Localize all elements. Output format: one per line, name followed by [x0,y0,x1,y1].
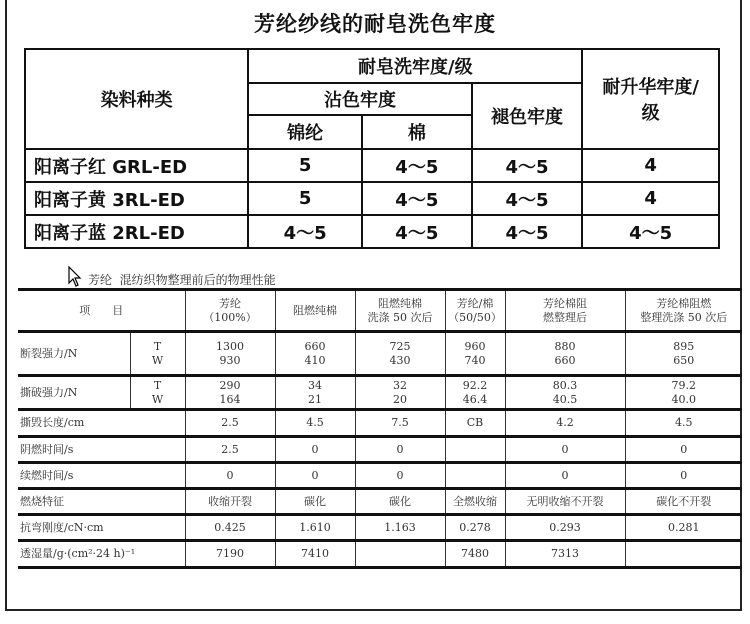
table-row [18,376,742,410]
table1-title: 芳纶纱线的耐皂洗色牢度 [254,12,496,36]
cell-value: 全燃收缩 [445,489,505,515]
cotton-value: 4～5 [362,215,472,248]
cell-value: 92.2 46.4 [445,376,505,410]
table-row [25,149,719,182]
cell-value: 0 [505,463,625,489]
cell-value: 1.163 [355,515,445,541]
cell-value [445,463,505,489]
header-row [18,290,742,332]
fading-value: 4～5 [472,182,583,215]
row-label: 撕破强力/N [18,376,130,410]
table-row [25,182,719,215]
cell-value: 0 [505,437,625,463]
cell-value: 0 [355,437,445,463]
column-header: 芳纶棉阻 燃整理后 [505,290,625,332]
cell-value: 32 20 [355,376,445,410]
cell-value: 0 [355,463,445,489]
dye-name: 阳离子蓝 2RL-ED [25,215,248,248]
row-label: 燃烧特征 [18,489,185,515]
cell-value: 碳化 [355,489,445,515]
fading-value: 4～5 [472,149,583,182]
physical-properties-table [18,288,742,569]
table-row [18,489,742,515]
table-row [18,410,742,437]
dye-name: 阳离子红 GRL-ED [25,149,248,182]
cell-value: CB [445,410,505,437]
column-header: 芳纶 （100%） [185,290,275,332]
cell-value: 7480 [445,541,505,568]
table-row [18,332,742,376]
cell-value: 0.278 [445,515,505,541]
cell-value: 7.5 [355,410,445,437]
cell-value: 895 650 [625,332,742,376]
row-label: 续燃时间/s [18,463,185,489]
cell-value: 4.5 [625,410,742,437]
cotton-value: 4～5 [362,149,472,182]
column-header: 芳纶/棉 （50/50） [445,290,505,332]
cotton-value: 4～5 [362,182,472,215]
cell-value: 0 [275,437,355,463]
cell-value: 0.281 [625,515,742,541]
cell-value: 7190 [185,541,275,568]
nylon-value: 5 [248,149,362,182]
header-nylon: 锦纶 [248,115,362,149]
fading-value: 4～5 [472,215,583,248]
table-row [25,215,719,248]
cell-value: 960 740 [445,332,505,376]
cell-value: 79.2 40.0 [625,376,742,410]
cell-value: 290 164 [185,376,275,410]
dye-name: 阳离子黄 3RL-ED [25,182,248,215]
sublimation-value: 4 [582,149,719,182]
cell-value: 碳化 [275,489,355,515]
table-row [18,437,742,463]
column-header: 项 目 [18,290,185,332]
cell-value: 碳化不开裂 [625,489,742,515]
mouse-cursor-icon [68,266,82,288]
cell-value: 0 [185,463,275,489]
direction-label: T W [130,376,185,410]
header-soap-wash: 耐皂洗牢度/级 [248,49,582,83]
cell-value: 1.610 [275,515,355,541]
row-label: 透湿量/g·(cm²·24 h)⁻¹ [18,541,185,568]
row-label: 抗弯刚度/cN·cm [18,515,185,541]
cell-value [445,437,505,463]
cell-value: 2.5 [185,410,275,437]
cell-value: 0 [625,437,742,463]
cell-value [625,541,742,568]
header-sublimation: 耐升华牢度/级 [582,49,719,149]
cell-value: 4.2 [505,410,625,437]
table-row [18,541,742,568]
cell-value: 2.5 [185,437,275,463]
sublimation-value: 4 [582,182,719,215]
table-row [18,463,742,489]
cell-value: 725 430 [355,332,445,376]
sublimation-value: 4～5 [582,215,719,248]
direction-label: T W [130,332,185,376]
cell-value: 7313 [505,541,625,568]
header-cotton: 棉 [362,115,472,149]
nylon-value: 4～5 [248,215,362,248]
cell-value: 7410 [275,541,355,568]
cell-value: 0.293 [505,515,625,541]
row-label: 断裂强力/N [18,332,130,376]
cell-value: 34 21 [275,376,355,410]
nylon-value: 5 [248,182,362,215]
cell-value [355,541,445,568]
cell-value: 4.5 [275,410,355,437]
cell-value: 80.3 40.5 [505,376,625,410]
cell-value: 0.425 [185,515,275,541]
wash-fastness-table [24,48,720,249]
table2-title: 芳纶 混纺织物整理前后的物理性能 [88,273,276,287]
cell-value: 0 [625,463,742,489]
cell-value: 无明收缩不开裂 [505,489,625,515]
column-header: 阻燃纯棉 洗涤 50 次后 [355,290,445,332]
column-header: 阻燃纯棉 [275,290,355,332]
cell-value: 660 410 [275,332,355,376]
cell-value: 0 [275,463,355,489]
cell-value: 880 660 [505,332,625,376]
cell-value: 1300 930 [185,332,275,376]
table-row [18,515,742,541]
cell-value: 收缩开裂 [185,489,275,515]
header-fading: 褪色牢度 [472,83,583,149]
row-label: 撕毁长度/cm [18,410,185,437]
header-dye-type: 染料种类 [25,49,248,149]
row-label: 阴燃时间/s [18,437,185,463]
header-staining: 沾色牢度 [248,83,471,115]
column-header: 芳纶棉阻燃 整理洗涤 50 次后 [625,290,742,332]
